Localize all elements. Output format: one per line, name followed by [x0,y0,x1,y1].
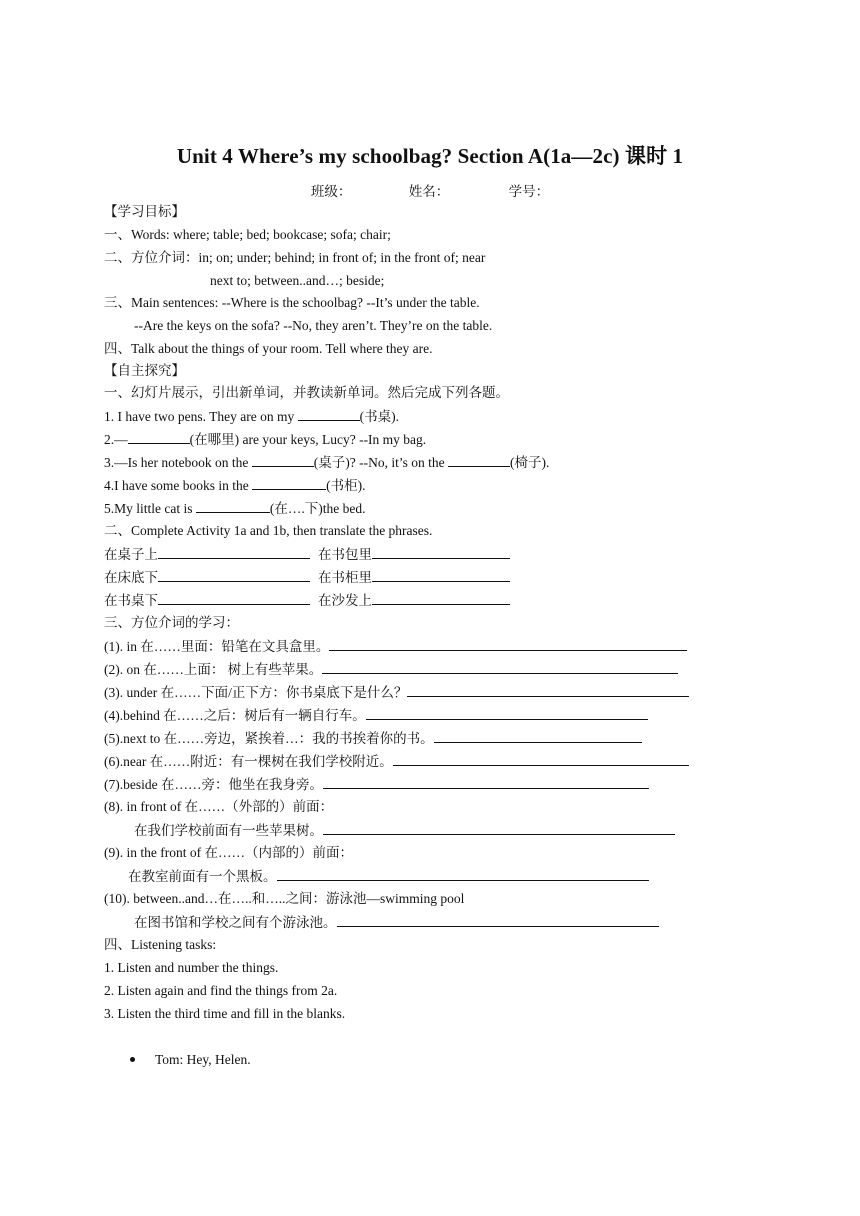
answer-blank[interactable] [158,545,310,559]
question-2 [104,430,426,449]
answer-blank[interactable] [252,476,326,490]
preposition-text: (3). under 在……下面/正下方：你书桌底下是什么？ [104,685,408,700]
phrase-label: 在床底下 [104,570,158,585]
answer-blank[interactable] [158,568,310,582]
preposition-text: (5).next to 在……旁边，紧挨着…：我的书挨着你的书。 [104,731,434,746]
listening-task: 3. Listen the third time and fill in the blanks. [104,1006,346,1021]
part2-intro: 二、Complete Activity 1a and 1b, then translate the phrases. [104,523,433,538]
preposition-item [104,752,689,771]
preposition-item: (10). between..and…在…..和…..之间：游泳池—swimming pool [104,891,465,906]
preposition-item: (9). in the front of 在……（内部的）前面： [104,845,353,860]
answer-blank[interactable] [448,453,510,467]
phrase-row [104,568,510,587]
preposition-text: (2). on 在……上面： 树上有些苹果。 [104,662,323,677]
answer-blank[interactable] [366,706,648,720]
preposition-text: 在我们学校前面有一些苹果树。 [134,823,323,838]
preposition-text: 在教室前面有一个黑板。 [128,869,277,884]
question-1 [104,407,399,426]
class-label: 班级： [310,184,352,199]
answer-blank[interactable] [329,637,687,651]
preposition-item [104,729,642,748]
student-info [0,180,860,200]
answer-blank[interactable] [434,729,642,743]
phrase-label: 在书桌下 [104,593,158,608]
number-label: 学号： [508,184,550,199]
objective-prepositions: 二、方位介词：in; on; under; behind; in front of; in the front of; near [104,250,486,265]
question-1-text: 1. I have two pens. They are on my [104,409,298,424]
preposition-item [104,775,649,794]
answer-blank[interactable] [337,913,659,927]
part3-intro: 三、方位介词的学习： [104,615,239,630]
answer-blank[interactable] [128,430,190,444]
listening-task: 1. Listen and number the things. [104,960,279,975]
preposition-item [104,706,648,725]
question-4-hint: (书柜). [326,478,366,493]
part1-intro: 一、幻灯片展示，引出新单词，并教读新单词。然后完成下列各题。 [104,385,509,400]
answer-blank[interactable] [372,591,510,605]
question-3-hint: (椅子). [509,455,550,470]
objective-sentences-cont: --Are the keys on the sofa? --No, they aren’t. They’re on the table. [134,318,493,333]
answer-blank[interactable] [323,775,649,789]
phrase-label: 在书柜里 [318,570,372,585]
answer-blank[interactable] [158,591,310,605]
answer-blank[interactable] [407,683,689,697]
bullet-icon [130,1057,135,1062]
preposition-text: (1). in 在……里面：铅笔在文具盒里。 [104,639,330,654]
part4-intro: 四、Listening tasks: [104,937,217,952]
preposition-text: 在图书馆和学校之间有个游泳池。 [134,915,337,930]
objective-prepositions-cont: next to; between..and…; beside; [210,273,385,288]
preposition-item: (8). in front of 在……（外部的）前面： [104,799,334,814]
preposition-item [134,913,659,932]
preposition-text: (4).behind 在……之后：树后有一辆自行车。 [104,708,366,723]
phrase-row [104,591,510,610]
objective-sentences: 三、Main sentences: --Where is the schoolbag? --It’s under the table. [104,295,480,310]
question-4-text: 4.I have some books in the [104,478,253,493]
objectives-header: 【学习目标】 [104,204,185,219]
question-2-text: 2.— [104,432,128,447]
question-5-hint: (在….下)the bed. [269,501,366,516]
question-3 [104,453,549,472]
preposition-item [104,683,689,702]
phrase-label: 在沙发上 [318,593,372,608]
preposition-text: (7).beside 在……旁：他坐在我身旁。 [104,777,323,792]
phrase-label: 在书包里 [318,547,372,562]
answer-blank[interactable] [277,867,649,881]
name-label: 姓名： [408,184,450,199]
phrase-row [104,545,510,564]
preposition-item [104,637,687,656]
explore-header: 【自主探究】 [104,363,185,378]
answer-blank[interactable] [393,752,689,766]
objective-words: 一、Words: where; table; bed; bookcase; sofa; chair; [104,227,391,242]
question-5 [104,499,365,518]
answer-blank[interactable] [372,545,510,559]
answer-blank[interactable] [298,407,360,421]
question-5-text: 5.My little cat is [104,501,196,516]
listening-task: 2. Listen again and find the things from 2a. [104,983,338,998]
question-1-hint: (书桌). [359,409,399,424]
preposition-item [134,821,675,840]
answer-blank[interactable] [372,568,510,582]
question-4 [104,476,365,495]
answer-blank[interactable] [252,453,314,467]
question-3-mid: (桌子)? --No, it’s on the [313,455,448,470]
answer-blank[interactable] [196,499,270,513]
dialog-text: Tom: Hey, Helen. [155,1052,251,1067]
page-title: Unit 4 Where’s my schoolbag? Section A(1a—2c) 课时 1 [176,144,684,168]
objective-talk: 四、Talk about the things of your room. Tell where they are. [104,341,433,356]
dialog-line [130,1051,251,1069]
preposition-text: (6).near 在……附近：有一棵树在我们学校附近。 [104,754,393,769]
question-3-text: 3.—Is her notebook on the [104,455,252,470]
phrase-label: 在桌子上 [104,547,158,562]
preposition-item [104,660,678,679]
preposition-item [128,867,649,886]
answer-blank[interactable] [322,660,678,674]
answer-blank[interactable] [323,821,675,835]
question-2-hint: (在哪里) are your keys, Lucy? --In my bag. [189,432,427,447]
